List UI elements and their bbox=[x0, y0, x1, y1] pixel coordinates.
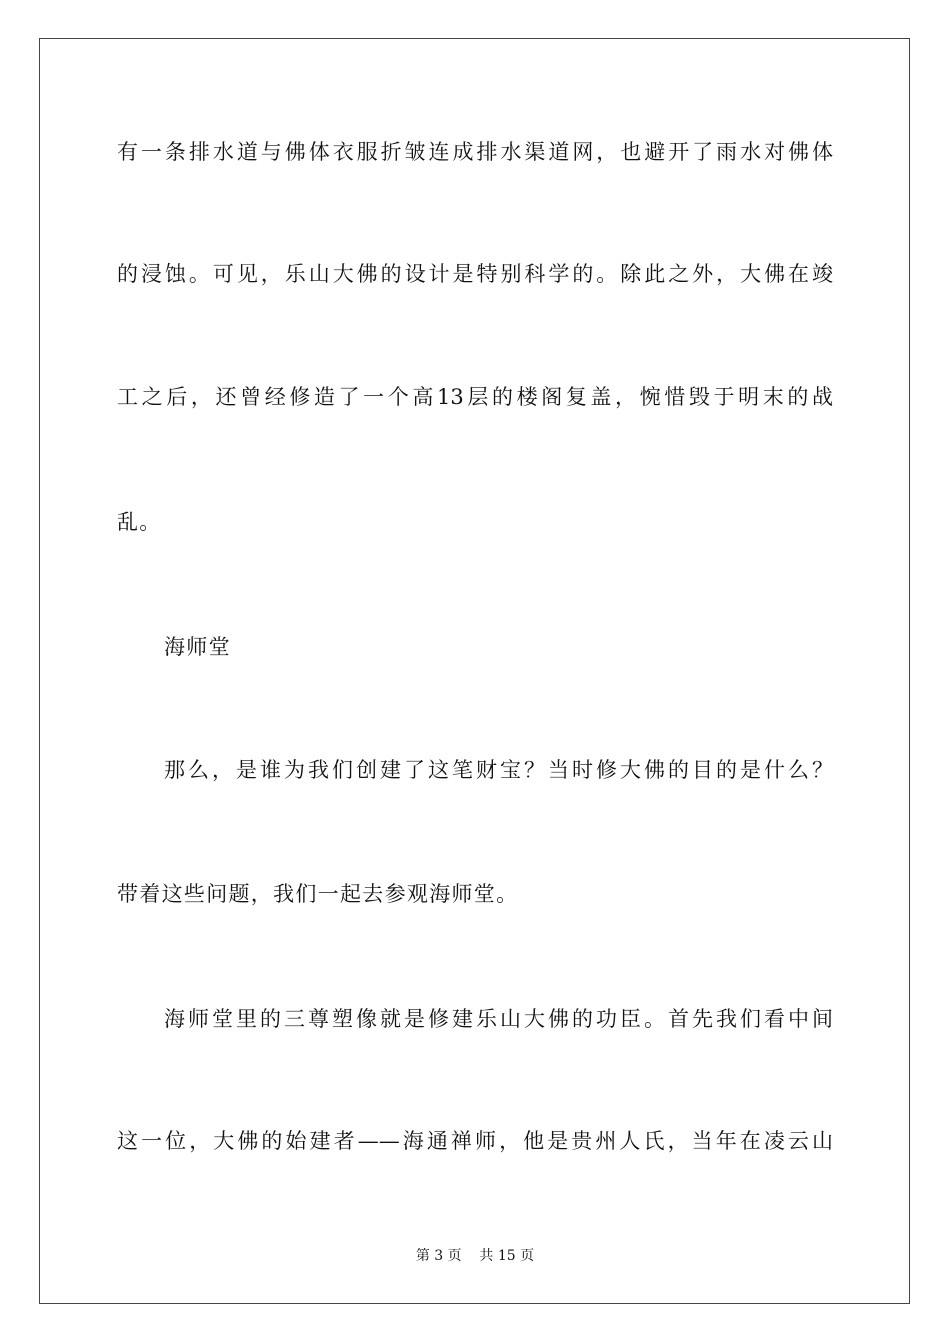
text-line-8: 海师堂里的三尊塑像就是修建乐山大佛的功臣。首先我们看中间 bbox=[164, 1007, 833, 1031]
page-number-footer: 第 3 页 共 15 页 bbox=[415, 1248, 535, 1264]
page-border bbox=[39, 38, 910, 1304]
text-line-2: 的浸蚀。可见，乐山大佛的设计是特别科学的。除此之外，大佛在竣 bbox=[117, 262, 833, 286]
text-line-7: 带着这些问题，我们一起去参观海师堂。 bbox=[117, 882, 519, 906]
section-heading: 海师堂 bbox=[164, 635, 231, 659]
text-line-4: 乱。 bbox=[117, 510, 162, 534]
text-line-3: 工之后，还曾经修造了一个高13层的楼阁复盖，惋惜毁于明末的战 bbox=[117, 385, 833, 409]
text-line-6: 那么，是谁为我们创建了这笔财宝？当时修大佛的目的是什么？ bbox=[164, 758, 833, 782]
text-line-9: 这一位，大佛的始建者——海通禅师，他是贵州人氏，当年在凌云山 bbox=[117, 1129, 833, 1153]
text-line-1: 有一条排水道与佛体衣服折皱连成排水渠道网，也避开了雨水对佛体 bbox=[117, 140, 833, 164]
